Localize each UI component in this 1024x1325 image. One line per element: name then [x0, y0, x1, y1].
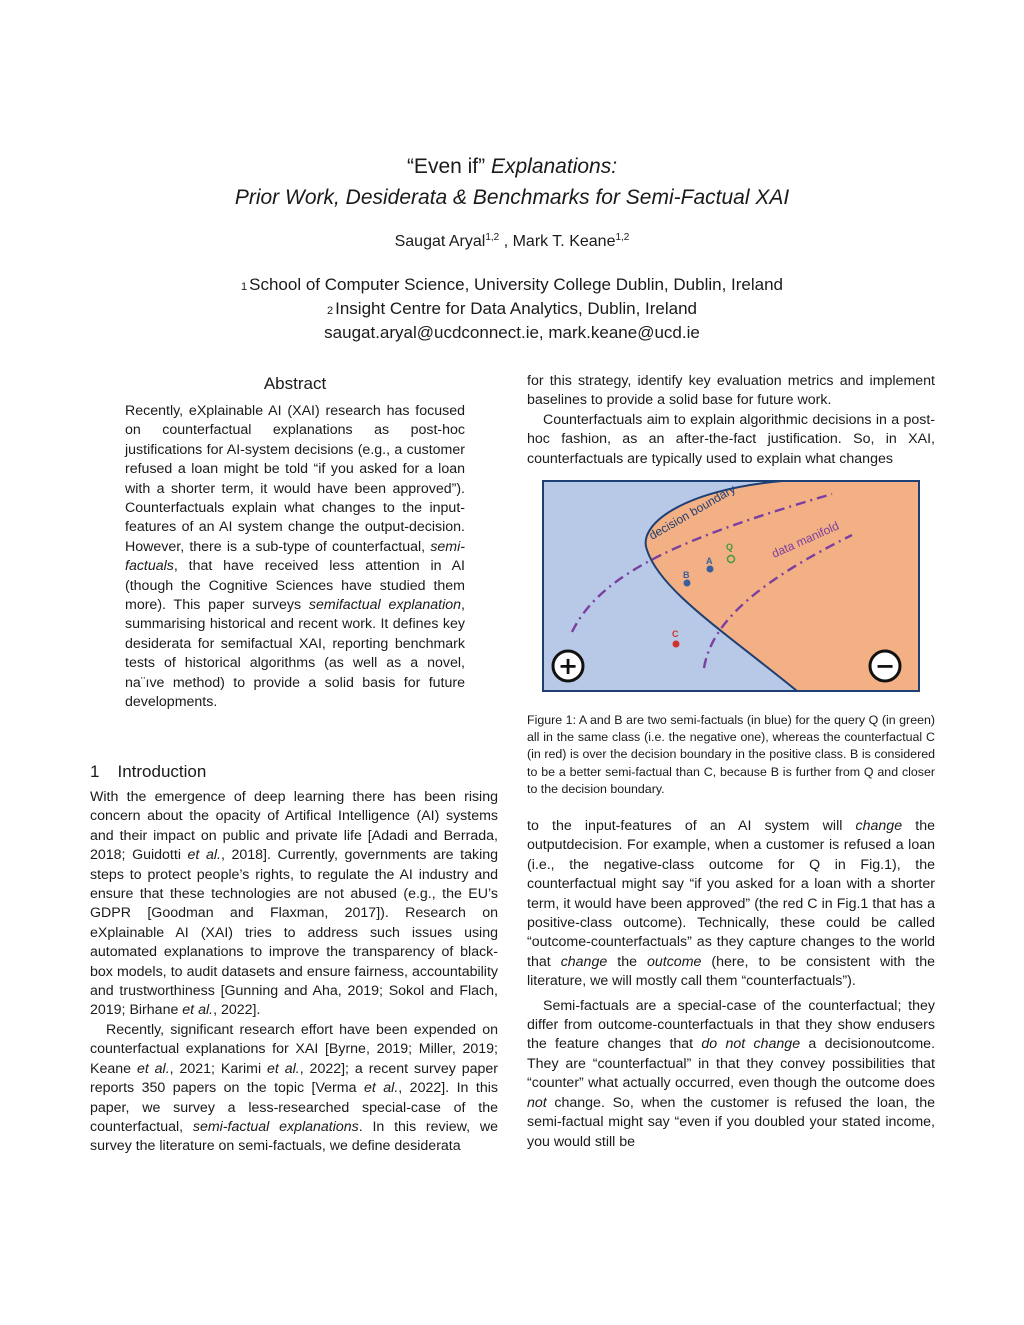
data-manifold-label: data manifold: [769, 518, 842, 561]
section-number: 1: [90, 762, 100, 781]
figure-1: [542, 480, 920, 692]
text: a decisionoutcome. They are “counterfactual” in that they convey possibilities that “counter” what actually occurred, even though the outcome does: [527, 1036, 936, 1092]
paragraph: for this strategy, identify key evaluation metrics and implement baselines to provide a solid base for future work.: [527, 373, 935, 409]
authors: [0, 232, 1024, 251]
emails: saugat.aryal@ucdconnect.ie, mark.keane@ucd.ie: [324, 323, 700, 342]
affil-mark: 1: [241, 281, 248, 293]
affil-mark: 2: [326, 305, 334, 317]
text: Semi-factuals are a special-case of the counterfactual; they differ from outcome-counterfactuals in that they show endusers the feature changes that: [527, 997, 935, 1053]
point-a: [707, 566, 714, 573]
right-column-top: [527, 372, 935, 469]
text: , 2022].: [213, 1002, 261, 1019]
italic: et al.: [187, 847, 221, 864]
paper-title-line2: Prior Work, Desiderata & Benchmarks for Semi-Factual XAI: [234, 186, 790, 209]
affil-text: School of Computer Science, University College Dublin, Dublin, Ireland: [249, 275, 783, 294]
abstract-text: , summarising historical and recent work. It defines key desiderata for semifactual XAI, reporting benchmark tests of historical algorithms (as well as a novel, na¨ıve method) to provide a solid basis for future developments.: [125, 597, 465, 711]
author-name: Saugat Aryal: [394, 233, 486, 250]
italic: et al.: [363, 1080, 399, 1097]
abstract-italic: semi-factuals: [125, 538, 465, 575]
plus-symbol: +: [557, 652, 579, 680]
italic: change: [855, 818, 903, 834]
paper-title-line1: [0, 152, 1024, 182]
text: . In this review, we survey the literature on semi-factuals, we define desiderata: [90, 1118, 498, 1155]
abstract-italic: semifactual explanation: [308, 597, 462, 614]
text: With the emergence of deep learning there has been rising concern about the opacity of Artifical Intelligence (AI) systems and their impact on public and private life [Adadi and Berrada, 2018; Guidotti: [90, 789, 498, 864]
paragraph: Counterfactuals aim to explain algorithmic decisions in a post-hoc fashion, as an after-the-fact justification. So, in XAI, counterfactuals are typically used to explain what changes: [527, 411, 935, 467]
text: to the input-features of an AI system will: [527, 818, 856, 834]
figure-caption: Figure 1: A and B are two semi-factuals (in blue) for the query Q (in green) all in the same class (i.e. the negative one), whereas the counterfactual C (in red) is over the decision boundary in the positive class. B is considered to be a better semi-factual than C, because B is further from Q and closer to the decision boundary.: [527, 713, 935, 796]
point-b: [684, 580, 691, 587]
intro-paragraph-1: [90, 788, 498, 1021]
text: , 2022]. In this paper, we survey a less-researched special-case of the counterfactual,: [90, 1080, 498, 1135]
text: (here, to be consistent with the literature, we will mostly call them “counterfactuals”).: [527, 953, 935, 990]
right-column-bottom: [527, 817, 935, 1152]
paragraph: [527, 997, 935, 1152]
point-c-label: C: [672, 629, 679, 639]
text: Recently, significant research effort have been expended on counterfactual explanations for XAI [Byrne, 2019; Miller, 2019; Keane: [90, 1021, 498, 1077]
text: change. So, when the customer is refused the loan, the semi-factual might say “even if you doubled your stated income, you would still be: [527, 1094, 935, 1150]
affil-text: Insight Centre for Data Analytics, Dublin, Ireland: [335, 299, 698, 318]
plus-icon: [553, 651, 583, 681]
affiliation-2: [0, 298, 1024, 322]
minus-symbol: −: [874, 652, 896, 680]
text: , 2021; Karimi: [169, 1060, 267, 1077]
abstract-heading: Abstract: [263, 374, 327, 393]
italic: change: [560, 953, 608, 970]
section-title: Introduction: [117, 762, 207, 781]
paragraph: [527, 817, 935, 992]
abstract-body: [125, 402, 465, 713]
point-a-label: A: [706, 556, 713, 566]
italic: semi-factual explanations: [192, 1118, 359, 1135]
minus-icon: [870, 651, 900, 681]
point-q-label: Q: [726, 542, 734, 552]
text: the outputdecision. For example, when a customer is refused a loan (i.e., the negative-class outcome for Q in Fig.1), the counterfactual might say “if you asked for a loan with a shorter term, it would have been approved” (the red C in Fig.1 that has a positive-class outcome). Technically, these could be called “outcome-counterfactuals” as they capture changes to the world that: [527, 818, 935, 970]
text: the: [607, 953, 647, 970]
title-italic: Explanations:: [490, 155, 618, 178]
affiliation-1: [0, 274, 1024, 298]
abstract-text: , that have received less attention in AI (though the Cognitive Sciences have studied them more). This paper surveys: [125, 558, 465, 614]
author-affil-mark: 1,2: [615, 232, 630, 243]
italic: et al.: [182, 1002, 214, 1019]
title-plain: “Even if”: [406, 155, 486, 178]
text: , 2022]; a recent survey paper reports 350 papers on the topic [Verma: [90, 1060, 498, 1097]
italic: outcome: [646, 953, 702, 970]
decision-boundary-label: decision boundary: [646, 481, 738, 543]
section-heading-introduction: [90, 762, 224, 782]
intro-column: [90, 788, 498, 1157]
author-affil-mark: 1,2: [485, 232, 500, 243]
intro-paragraph-2: [90, 1021, 498, 1157]
italic: et al.: [267, 1060, 300, 1077]
affiliations: [0, 274, 1024, 344]
point-b-label: B: [683, 570, 690, 580]
author-name: , Mark T. Keane: [503, 233, 616, 250]
text: , 2018]. Currently, governments are taking steps to protect people’s rights, to regulate the AI industry and ensure that these technologies are not abused (e.g., the EU’s GDPR [Goodman and Flaxman, 2017]). Research on eXplainable AI (XAI) tries to address such issues using automated explanations to improve the transparency of black-box models, to audit datasets and ensure fairness, accountability and trustworthiness [Gunning and Aha, 2019; Sokol and Flach, 2019; Birhane: [90, 847, 498, 1019]
italic: do not change: [701, 1036, 801, 1053]
italic: not: [527, 1094, 547, 1111]
abstract-text: Recently, eXplainable AI (XAI) research has focused on counterfactual explanations as post-hoc justifications for AI-system decisions (e.g., a customer refused a loan might be told “if you asked for a loan with a shorter term, it would have been approved”). Counterfactuals explain what changes to the input-features of an AI system change the output-decision. However, there is a sub-type of counterfactual,: [125, 403, 465, 555]
point-c: [673, 641, 680, 648]
italic: et al.: [136, 1060, 170, 1077]
